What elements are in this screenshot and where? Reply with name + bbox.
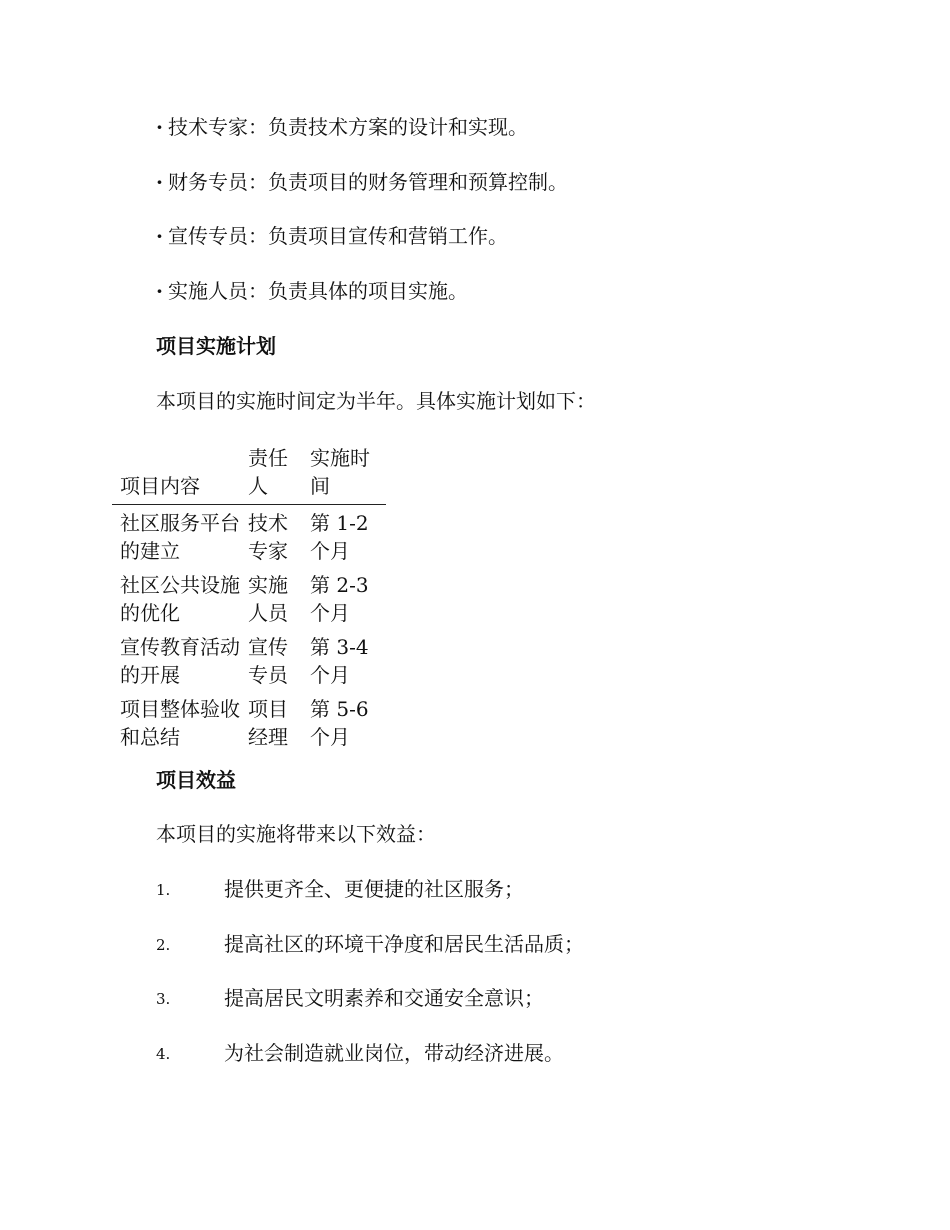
benefit-text: 为社会制造就业岗位，带动经济进展。 <box>224 1041 564 1065</box>
benefits-heading: 项目效益 <box>156 768 236 792</box>
role-item <box>156 222 508 250</box>
item-number: 2. <box>156 936 171 954</box>
plan-heading: 项目实施计划 <box>156 334 276 358</box>
table-cell: 宣传专员 <box>248 635 288 687</box>
table-row <box>112 691 386 753</box>
table-header-row <box>112 444 386 505</box>
table-row <box>112 629 386 691</box>
table-cell: 社区公共设施的优化 <box>120 573 240 625</box>
table-header-cell: 实施时间 <box>310 446 370 498</box>
benefit-text: 提高社区的环境干净度和居民生活品质； <box>224 932 584 956</box>
bullet-icon: · <box>156 224 163 248</box>
role-text: 财务专员：负责项目的财务管理和预算控制。 <box>168 170 568 194</box>
table-cell: 第 1-2 个月 <box>310 511 369 563</box>
table-cell: 技术专家 <box>248 511 288 563</box>
table-cell: 第 2-3 个月 <box>310 573 369 625</box>
item-number: 3. <box>156 990 171 1008</box>
benefit-text: 提高居民文明素养和交通安全意识； <box>224 986 544 1010</box>
plan-intro: 本项目的实施时间定为半年。具体实施计划如下： <box>156 389 596 413</box>
table-cell: 社区服务平台的建立 <box>120 511 240 563</box>
role-text: 技术专家：负责技术方案的设计和实现。 <box>168 115 528 139</box>
benefit-item <box>156 930 584 959</box>
benefit-item <box>156 984 544 1013</box>
table-cell: 第 5-6 个月 <box>310 697 369 749</box>
bullet-icon: · <box>156 170 163 194</box>
table-row <box>112 567 386 629</box>
role-item <box>156 277 468 305</box>
bullet-icon: · <box>156 279 163 303</box>
table-cell: 项目整体验收和总结 <box>120 697 240 749</box>
table-cell: 项目经理 <box>248 697 288 749</box>
role-text: 实施人员：负责具体的项目实施。 <box>168 279 468 303</box>
table-cell: 宣传教育活动的开展 <box>120 635 240 687</box>
benefit-item <box>156 1039 564 1068</box>
table-row <box>112 505 386 567</box>
role-item <box>156 113 528 141</box>
role-item <box>156 168 568 196</box>
table-header-cell: 项目内容 <box>120 474 200 498</box>
plan-table <box>112 444 386 753</box>
table-header-cell: 责任人 <box>248 446 288 498</box>
item-number: 4. <box>156 1045 171 1063</box>
bullet-icon: · <box>156 115 163 139</box>
benefit-item <box>156 875 524 904</box>
benefits-intro: 本项目的实施将带来以下效益： <box>156 822 436 846</box>
table-cell: 第 3-4 个月 <box>310 635 369 687</box>
role-text: 宣传专员：负责项目宣传和营销工作。 <box>168 224 508 248</box>
table-cell: 实施人员 <box>248 573 288 625</box>
item-number: 1. <box>156 881 171 899</box>
benefit-text: 提供更齐全、更便捷的社区服务； <box>224 877 524 901</box>
